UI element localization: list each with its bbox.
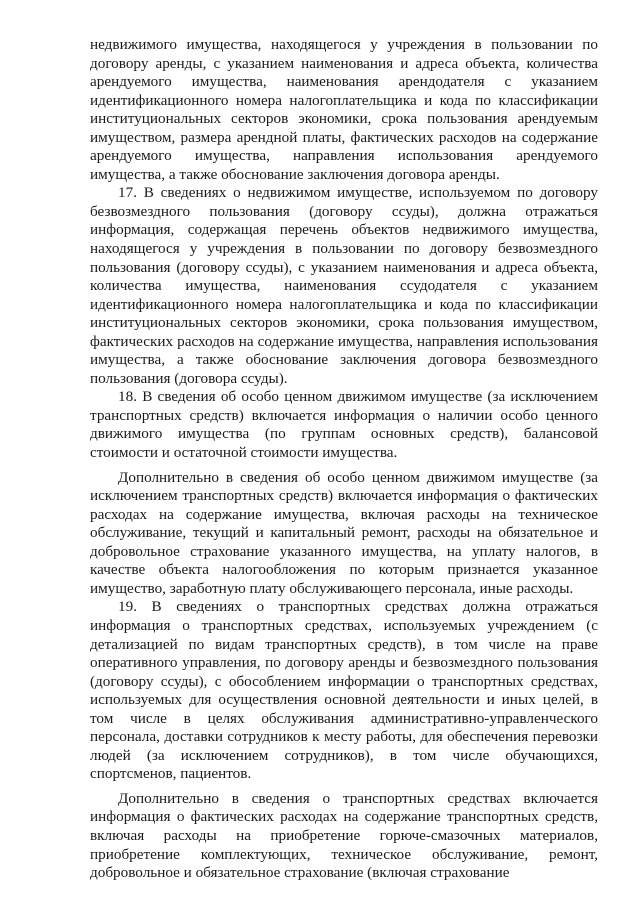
paragraph-continuation: недвижимого имущества, находящегося у учреждения в пользовании по договору аренды, с указанием наименования и адреса объекта, количества арендуемого имущества, наименования арендодателя с указанием идентификационного номера налогоплательщика и кода по классификации институциональных секторов экономики, срока пользования арендуемым имуществом, размера арендной платы, фактических расходов на содержание арендуемого имущества, направления использования арендуемого имущества, а также обоснование заключения договора аренды. xyxy=(90,36,598,183)
paragraph-item-18: 18. В сведения об особо ценном движимом имуществе (за исключением транспортных средств) включается информация о наличии особо ценного движимого имущества (по группам основных средств), балансовой стоимости и остаточной стоимости имущества. xyxy=(90,388,598,462)
paragraph-item-19-additional: Дополнительно в сведения о транспортных средствах включается информация о фактических расходах на содержание транспортных средств, включая расходы на приобретение горюче-смазочных материалов, приобретение комплектующих, техническое обслуживание, ремонт, добровольное и обязательное страхование (включая страхование xyxy=(90,789,598,882)
document-page xyxy=(90,36,598,883)
paragraph-item-19: 19. В сведениях о транспортных средствах должна отражаться информация о транспортных средствах, используемых учреждением (с детализацией по видам транспортных средств), в том числе на праве оперативного управления, по договору аренды и безвозмездного пользования (договору ссуды), с обособлением информации о транспортных средствах, используемых для осуществления основной деятельности и иных целей, в том числе в целях обслуживания административно-управленческого персонала, доставки сотрудников к месту работы, для обеспечения перевозки людей (за исключением сотрудников), в том числе обучающихся, спортсменов, пациентов. xyxy=(90,598,598,783)
paragraph-item-17: 17. В сведениях о недвижимом имуществе, используемом по договору безвозмездного пользования (договору ссуды), должна отражаться информация, содержащая перечень объектов недвижимого имущества, находящегося у учреждения в пользовании по договору безвозмездного пользования (договору ссуды), с указанием наименования и адреса объекта, количества имущества, наименования ссудодателя с указанием идентификационного номера налогоплательщика и кода по классификации институциональных секторов экономики, срока пользования имуществом, фактических расходов на содержание имущества, направления использования имущества, а также обоснование заключения договора безвозмездного пользования (договора ссуды). xyxy=(90,184,598,387)
paragraph-item-18-additional: Дополнительно в сведения об особо ценном движимом имуществе (за исключением транспортных средств) включается информация о фактических расходах на содержание имущества, включая расходы на техническое обслуживание, текущий и капитальный ремонт, расходы на обязательное и добровольное страхование указанного имущества, на уплату налогов, в качестве объекта налогообложения по которым признается указанное имущество, заработную плату обслуживающего персонала, иные расходы. xyxy=(90,468,598,597)
